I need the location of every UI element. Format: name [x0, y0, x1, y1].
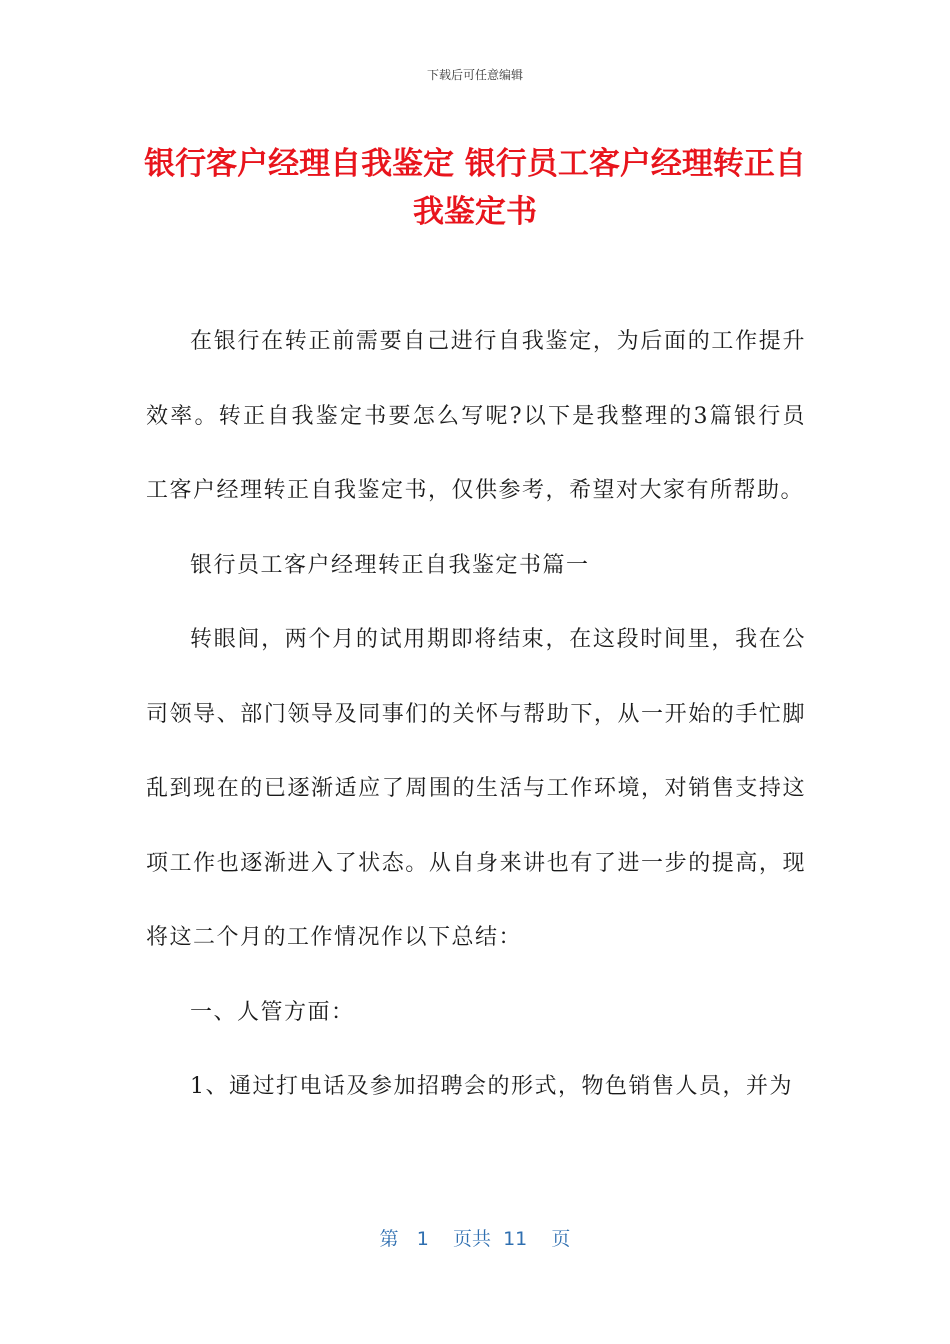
page-suffix: 页: [551, 1228, 571, 1250]
page-label: 第: [379, 1228, 399, 1250]
header-note: 下载后可任意编辑: [426, 68, 523, 82]
paragraph-main: 转眼间，两个月的试用期即将结束，在这段时间里，我在公司领导、部门领导及同事们的关怀与帮助下，从一开始的手忙脚乱到现在的已逐渐适应了周围的生活与工作环境，对销售支持这项工作也逐渐进入了状态。从自身来讲也有了进一步的提高，现将这二个月的工作情况作以下总结：: [146, 627, 806, 950]
section-heading: 银行员工客户经理转正自我鉴定书篇一: [190, 552, 590, 578]
paragraph-intro: 在银行在转正前需要自己进行自我鉴定，为后面的工作提升效率。转正自我鉴定书要怎么写呢?以下是我整理的3篇银行员工客户经理转正自我鉴定书，仅供参考，希望对大家有所帮助。: [146, 329, 806, 503]
total-label: 页共: [452, 1228, 491, 1250]
page-footer: [0, 1224, 950, 1251]
page-number: 1: [416, 1228, 429, 1250]
list-item: 1、通过打电话及参加招聘会的形式，物色销售人员，并为: [190, 1074, 793, 1099]
subsection-heading: 一、人管方面：: [190, 999, 355, 1025]
document-body: [146, 305, 806, 1125]
document-title: 银行客户经理自我鉴定 银行员工客户经理转正自我鉴定书: [144, 146, 806, 230]
total-pages: 11: [503, 1228, 528, 1250]
